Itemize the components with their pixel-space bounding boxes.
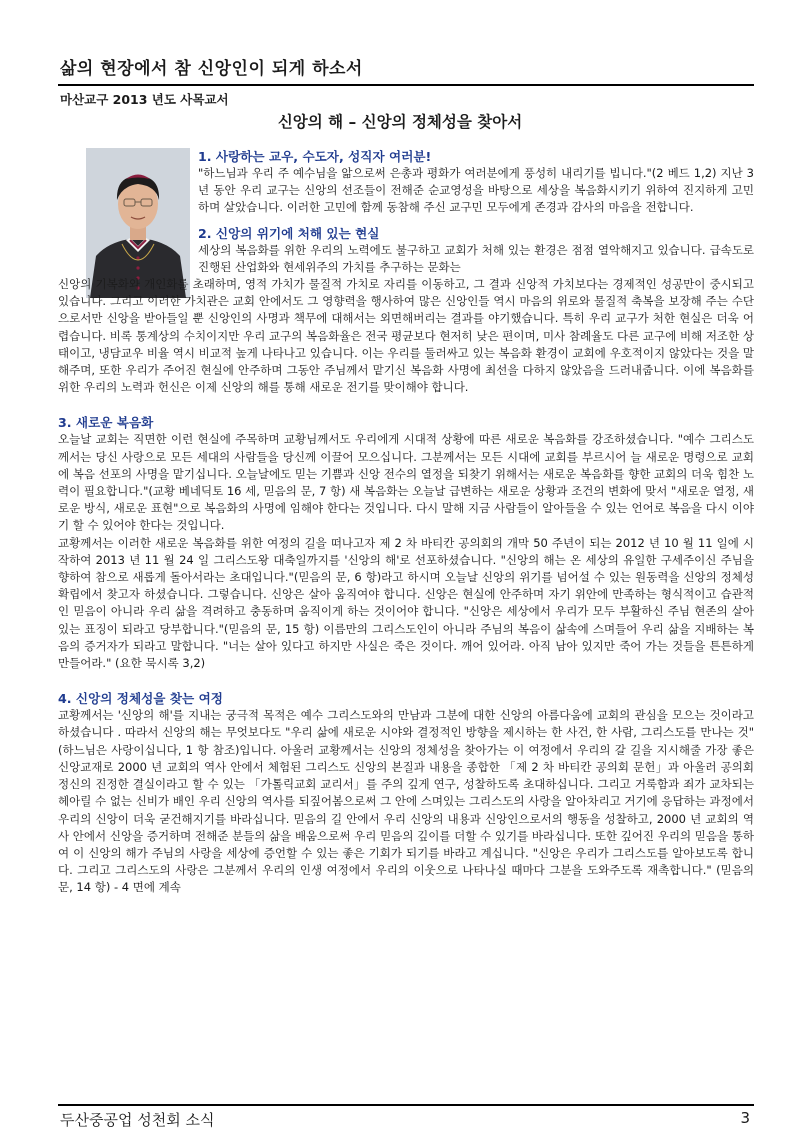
footer-rule (58, 1104, 754, 1106)
header-title: 삶의 현장에서 참 신앙인이 되게 하소서 (60, 59, 363, 79)
section-4-text: 교황께서는 '신앙의 해'를 지내는 궁극적 목적은 예수 그리스도와의 만남과 그분에 대한 신앙의 아름다움에 교회의 관심을 모으는 것이라고 하셨습니다 . 따라서 신앙의 해는 무엇보다도 "우리 삶에 새로운 시야와 결정적인 방향을 제시하는 한 사건, 한 사람, 그리스도를 만나는 것"(하느님은 사랑이십니다, 1 항 참조)입니다. 아울러 교황께서는 신앙의 정체성을 찾아가는 이 여정에서 우리의 갈 길을 지시해줄 가장 좋은 신앙교재로 2000 년 교회의 역사 안에서 체험된 그리스도 신앙의 본질과 내용을 종합한 「제 2 차 바티칸 공의회 문헌」과 아울러 공의회 정신의 진정한 결실이라고 할 수 있는 「가톨릭교회 교리서」를 주의 깊게 연구, 성찰하도록 초대하십니다. 그리고 거룩함과 죄가 교차되는 헤아릴 수 없는 신비가 배인 우리 신앙의 역사를 되짚어봄으로써 그 안에 스며있는 그리스도의 사랑을 알아차리고 거기에 응답하는 과정에서 우리의 신앙이 더욱 굳건해지기를 바라십니다. 믿음의 길 안에서 우리 신앙의 내용과 신앙인으로서의 행동을 성찰하고, 2000 년 교회의 역사 안에서 신앙을 증거하며 전해준 분들의 삶을 배움으로써 우리 믿음의 깊이를 더할 수 있기를 바라십니다. 또한 깊어진 우리의 믿음을 통하여 이 신앙의 해가 주님의 사랑을 세상에 증언할 수 있는 좋은 기회가 되기를 바라고 계십니다. "신앙은 우리가 그리스도를 알아보도록 합니다. 그리고 그리스도의 사랑은 그분께서 우리의 인생 여정에서 우리의 이웃으로 나타나실 때마다 그분을 도와주도록 재촉합니다." (믿음의 문, 14 항) - 4 면에 계속 (58, 708, 754, 895)
section-3-heading: 3. 새로운 복음화 (58, 415, 154, 431)
section-1-heading: 1. 사랑하는 교우, 수도자, 성직자 여러분! (198, 149, 432, 164)
main-title: 신앙의 해 – 신앙의 정체성을 찾아서 (277, 113, 523, 131)
section-3-text-1: 오늘날 교회는 직면한 이런 현실에 주목하며 교황님께서도 우리에게 시대적 상황에 따른 새로운 복음화를 강조하셨습니다. "예수 그리스도께서는 당신 사랑으로 모든 세대의 사람들을 당신께 이끌어 모으십니다. 그분께서는 모든 시대에 교회를 부르시어 늘 새로운 명령으로 교회에 복음 선포의 사명을 맡기십니다. 오늘날에도 믿는 기쁨과 신앙 전수의 열정을 되찾기 위해서는 새로운 복음화를 향한 교회의 더욱 힘찬 노력이 필요합니다."(교황 베네딕토 16 세, 믿음의 문, 7 항) 새 복음화는 오늘날 급변하는 새로운 상황과 조건의 변화에 맞서 "새로운 열정, 새로운 방식, 새로운 표현"으로 복음화의 사명에 임해야 한다는 것입니다. 다시 말해 지금 사람들이 알아들을 수 있는 언어로 복음을 다시 이야기 할 수 있어야 한다는 것입니다. (58, 432, 754, 533)
section-1-text: "하느님과 우리 주 예수님을 앎으로써 은총과 평화가 여러분에게 풍성히 내리기를 빕니다."(2 베드 1,2) 지난 3 년 동안 우리 교구는 신앙의 선조들이 전해준 순교영성을 바탕으로 세상을 복음화시키기 위하여 진지하게 고민하며 살았습니다. 이러한 고민에 함께 동참해 주신 교구민 모두에게 존경과 감사의 마음을 전합니다. (198, 166, 754, 215)
page-number: 3 (740, 1109, 750, 1127)
header-subtitle: 마산교구 2013 년도 사목교서 (60, 92, 229, 107)
footer-text: 두산중공업 성천회 소식 (60, 1111, 215, 1129)
section-4-heading: 4. 신앙의 정체성을 찾는 여정 (58, 691, 223, 707)
section-2-text-indented: 세상의 복음화를 위한 우리의 노력에도 불구하고 교회가 처해 있는 환경은 점점 열악해지고 있습니다. 급속도로 진행된 산업화와 현세위주의 가치를 추구하는 문화는 (198, 242, 754, 274)
article-body (58, 148, 754, 897)
section-2-text: 신앙의 기복화와 개인화를 초래하며, 영적 가치가 물질적 가치로 자리를 이동하고, 그 결과 신앙적 가치보다는 경제적인 성공만이 중시되고 있습니다. 그리고 이러한 가치관은 교회 안에서도 그 영향력을 행사하여 많은 신앙인들 역시 마음의 위로와 물질적 축복을 보장해 주는 수단으로서만 신앙을 받아들일 뿐 신앙인의 사명과 책무에 대해서는 외면해버리는 결과를 야기했습니다. 특히 우리 교구가 처한 현실은 더욱 어렵습니다. 비록 통계상의 수치이지만 우리 교구의 복음화율은 전국 평균보다 현저히 낮은 편이며, 미사 참례율도 다른 교구에 비해 저조한 상태이고, 냉담교우 비율 역시 비교적 높게 나타나고 있습니다. 이는 우리를 둘러싸고 있는 복음화 환경이 교회에 우호적이지 않았다는 것을 말해주며, 또한 우리가 주어진 현실에 안주하며 그동안 주님께서 맡기신 복음화 사명에 최선을 다하지 않았음을 드러내줍니다. 이에 복음화를 위한 우리의 노력과 헌신은 이제 신앙의 해를 통해 새로운 전기를 맞이해야 합니다. (58, 277, 754, 395)
section-3-text-2: 교황께서는 이러한 새로운 복음화를 위한 여정의 길을 떠나고자 제 2 차 바티칸 공의회의 개막 50 주년이 되는 2012 년 10 월 11 일에 시작하여 2013 년 11 월 24 일 그리스도왕 대축일까지를 '신앙의 해'로 선포하셨습니다. "신앙의 해는 온 세상의 유일한 구세주이신 주님을 향하여 참으로 새롭게 돌아서라는 초대입니다."(믿음의 문, 6 항)라고 하시며 오늘날 신앙의 위기를 넘어설 수 있는 원동력을 신앙의 정체성 확립에서 찾고자 하셨습니다. 그렇습니다. 신앙은 살아 움직여야 합니다. 신앙은 현실에 안주하며 자기 위안에 만족하는 형식적이고 습관적인 믿음이 아니라 우리 삶을 격려하고 충동하며 움직이게 하는 것이어야 합니다. "신앙은 세상에서 우리가 모두 부활하신 주님 현존의 살아 있는 표징이 되라고 당부합니다."(믿음의 문, 15 항) 이름만의 그리스도인이 아니라 주님의 복음이 삶속에 스며들어 우리 삶을 지배하는 복음의 증거자가 되라고 말합니다. "너는 살아 있다고 하지만 사실은 죽은 것이다. 깨어 있어라. 아직 남아 있지만 죽어 가는 것들을 튼튼하게 만들어라." (요한 묵시록 3,2) (58, 535, 754, 671)
section-2-heading: 2. 신앙의 위기에 처해 있는 현실 (198, 225, 380, 241)
header-rule (58, 84, 754, 86)
